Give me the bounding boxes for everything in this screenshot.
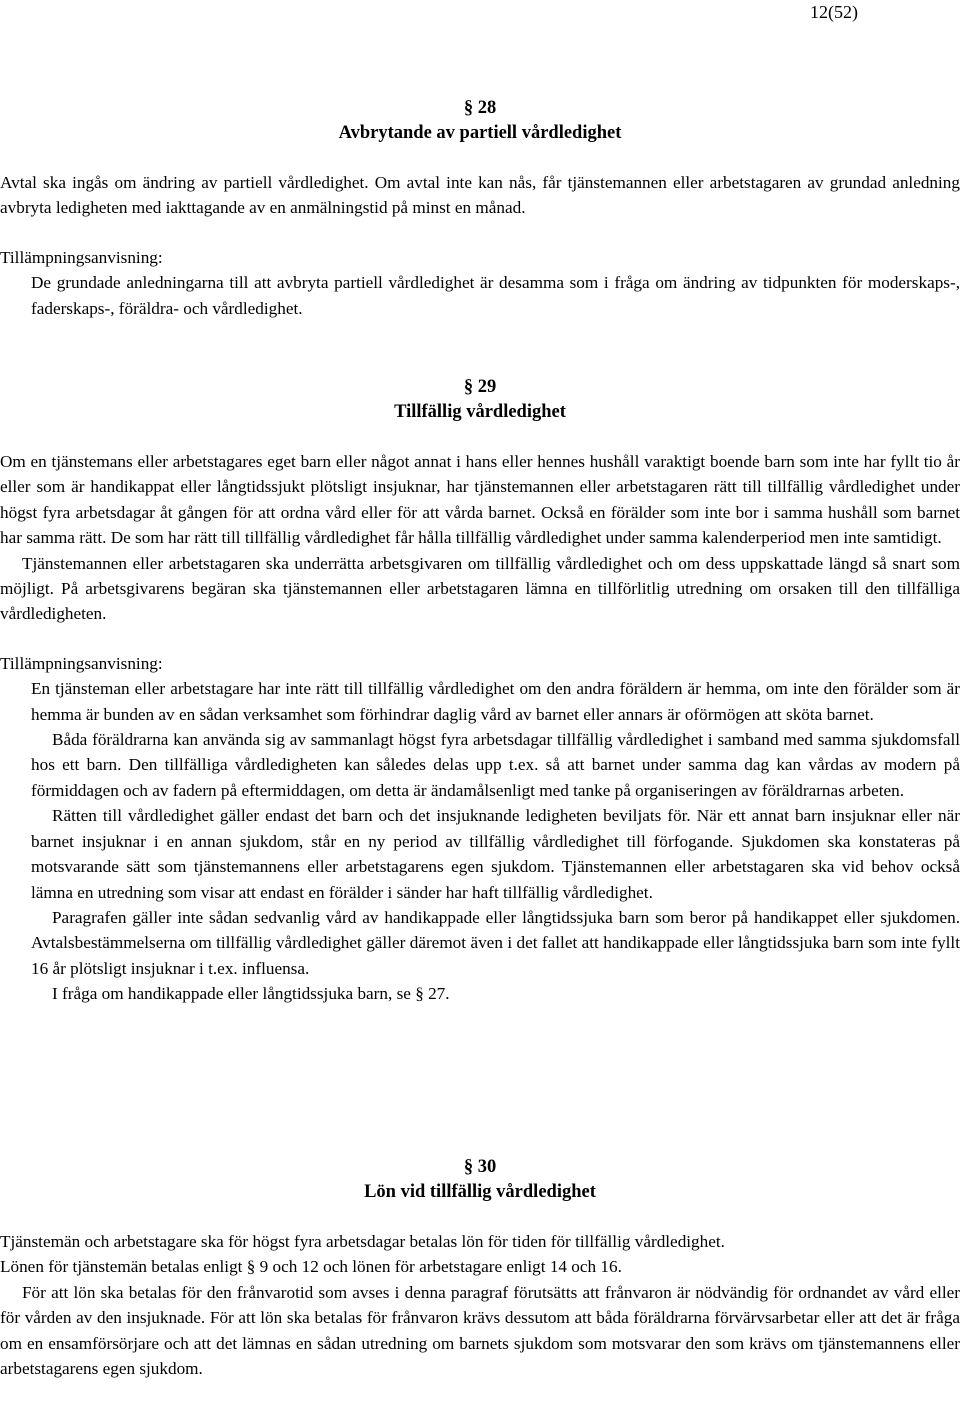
section-28-title: Avbrytande av partiell vårdledighet <box>338 123 622 143</box>
section-28-note: De grundade anledningarna till att avbryta partiell vårdledighet är desamma som i fråga om ändring av tidpunkten för moderskaps-, faderskaps-, föräldra- och vårdledighet. <box>31 273 960 318</box>
section-29-note-paragraph-2: Båda föräldrarna kan använda sig av sammanlagt högst fyra arbetsdagar tillfällig vårdledighet i samband med samma sjukdomsfall hos ett barn. Den tillfälliga vårdledigheten kan således delas upp t.ex. så att barnet under samma dag kan vårdas av modern på förmiddagen och av fadern på eftermiddagen, om detta är ändamålsenligt med tanke på organiseringen av föräldrarnas arbeten. <box>31 730 960 800</box>
page-number: 12(52) <box>810 2 858 22</box>
section-29-note-paragraph-5: I fråga om handikappade eller långtidssjuka barn, se § 27. <box>52 984 450 1004</box>
section-28 <box>0 96 960 321</box>
section-29-heading <box>0 375 960 425</box>
section-29-number: § 29 <box>463 377 497 397</box>
section-30-title: Lön vid tillfällig vårdledighet <box>364 1182 596 1202</box>
section-29-paragraph-1: Om en tjänstemans eller arbetstagares eget barn eller något annat i hans eller hennes hushåll varaktigt boende barn som inte har fyllt tio år eller som är handikappat eller långtidssjukt plötsligt insjuknar, har tjänstemannen eller arbetstagaren rätt till tillfällig vårdledighet under högst fyra arbetsdagar åt gången för att ordna vård eller för att vårda barnet. Också en förälder som inte bor i samma hushåll som barnet har samma rätt. De som har rätt till tillfällig vårdledighet får hålla tillfällig vårdledighet under samma kalenderperiod men inte samtidigt. <box>0 452 960 548</box>
section-28-heading <box>0 96 960 146</box>
section-29-note <box>0 676 960 1006</box>
section-28-paragraph-1: Avtal ska ingås om ändring av partiell vårdledighet. Om avtal inte kan nås, får tjänstemannen eller arbetstagaren av grundad anledning avbryta ledigheten med iakttagande av en anmälningstid på minst en månad. <box>0 173 960 218</box>
section-29-paragraph-2: Tjänstemannen eller arbetstagaren ska underrätta arbetsgivaren om tillfällig vårdledighet och om dess uppskattade längd så snart som möjligt. På arbetsgivarens begäran ska tjänstemannen eller arbetstagaren lämna en tillförlitlig utredning om orsaken till den tillfälliga vårdledigheten. <box>0 553 960 624</box>
section-30 <box>0 1155 960 1381</box>
section-29-note-paragraph-3: Rätten till vårdledighet gäller endast det barn och det insjuknande ledigheten beviljats för. När ett annat barn insjuknar eller när barnet insjuknar i en annan sjukdom, står en ny period av tillfällig vårdledighet till förfogande. Sjukdomen ska konstateras på motsvarande sätt som tjänstemannens eller arbetstagarens egen sjukdom. Tjänstemannen eller arbetstagaren ska vid behov också lämna en utredning som visar att endast en förälder i sänder har haft tillfällig vårdledighet. <box>31 806 960 902</box>
section-28-number: § 28 <box>463 98 497 118</box>
section-29-note-paragraph-1: En tjänsteman eller arbetstagare har inte rätt till tillfällig vårdledighet om den andra föräldern är hemma, om inte den förälder som är hemma är bunden av en sådan verksamhet som förhindrar daglig vård av barnet eller annars är oförmögen att sköta barnet. <box>31 679 960 724</box>
section-29 <box>0 375 960 1007</box>
section-30-paragraph-1: Tjänstemän och arbetstagare ska för högst fyra arbetsdagar betalas lön för tiden för tillfällig vårdledighet. <box>0 1232 725 1251</box>
section-30-heading <box>0 1155 960 1205</box>
section-29-title: Tillfällig vårdledighet <box>394 402 566 422</box>
section-30-paragraph-2: Lönen för tjänstemän betalas enligt § 9 och 12 och lönen för arbetstagare enligt 14 och 16. <box>0 1257 622 1277</box>
section-30-number: § 30 <box>463 1157 497 1177</box>
section-28-note-label: Tillämpningsanvisning: <box>0 247 163 267</box>
section-30-paragraph-3: För att lön ska betalas för den frånvarotid som avses i denna paragraf förutsätts att frånvaron är nödvändig för ordnandet av vård eller för vården av den insjuknade. För att lön ska betalas för frånvaron krävs dessutom att båda föräldrarna förvärvsarbetar eller att det är fråga om en ensamförsörjare och att det lämnas en sådan utredning om barnets sjukdom som motsvarar den som krävs om tjänstemannens eller arbetstagarens egen sjukdom. <box>0 1282 960 1379</box>
section-29-note-paragraph-4: Paragrafen gäller inte sådan sedvanlig vård av handikappade eller långtidssjuka barn som beror på handikappet eller sjukdomen. Avtalsbestämmelserna om tillfällig vårdledighet gäller däremot även i det fallet att handikappade eller långtidssjuka barn som inte fyllt 16 år plötsligt insjuknar i t.ex. influensa. <box>31 907 960 978</box>
section-29-note-label: Tillämpningsanvisning: <box>0 653 163 673</box>
